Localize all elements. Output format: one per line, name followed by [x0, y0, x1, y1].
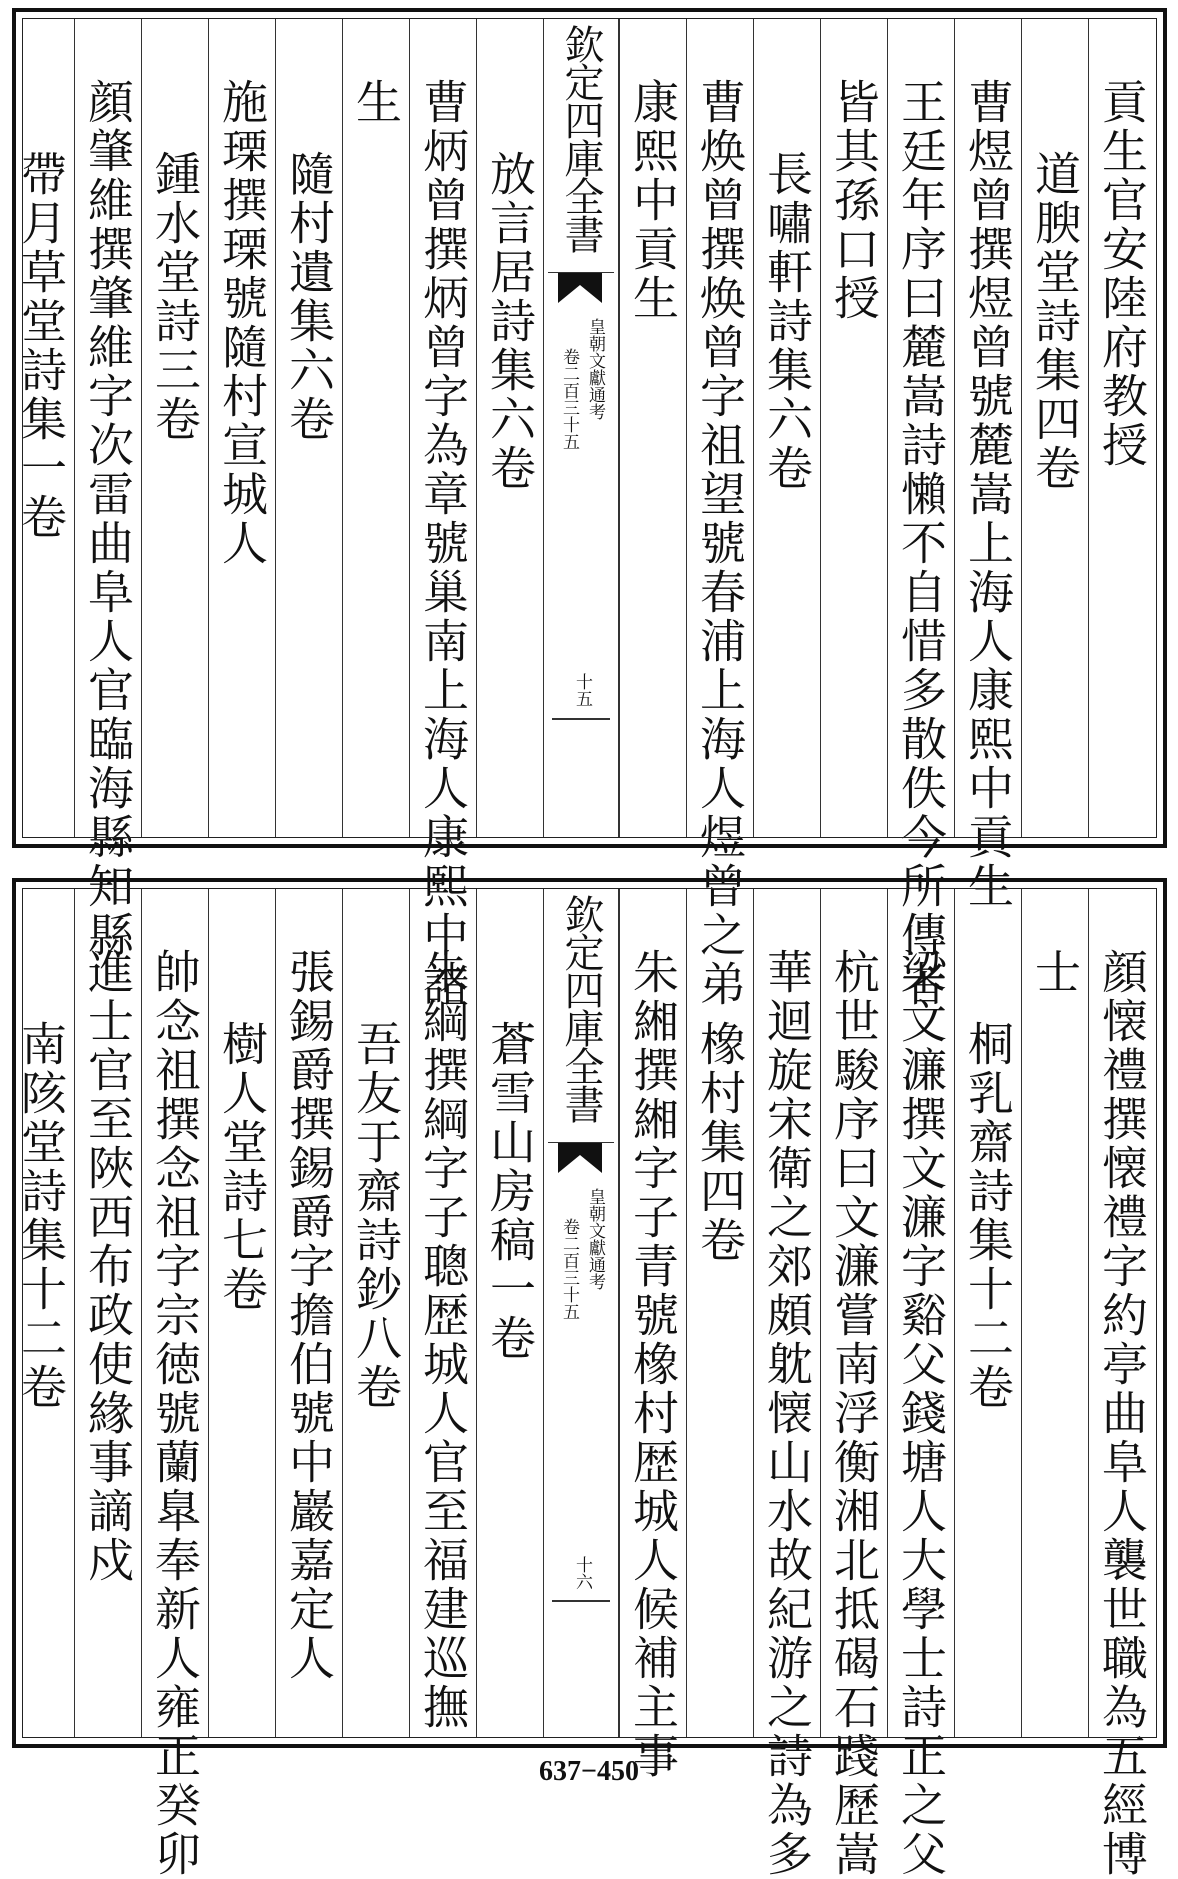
top-col-r3 — [954, 18, 1021, 911]
bot-col-l4 — [275, 888, 342, 1738]
fishtail-mark-icon — [558, 1143, 602, 1173]
top-col-l6 — [141, 18, 208, 838]
bot-col-l7 — [74, 888, 141, 1738]
top-page-frame — [12, 8, 1167, 1009]
volume-label: 卷二百三十五 — [559, 348, 579, 450]
top-col-r2 — [1021, 18, 1088, 838]
column-text: 生 — [349, 78, 403, 127]
column-text: 進士官至陜西布政使緣事謫戍 — [81, 948, 135, 1585]
top-col-l1 — [476, 18, 543, 838]
column-text: 帥念祖撰念祖字宗徳號蘭臯奉新人雍正癸卯 — [148, 948, 202, 1879]
column-text: 貢生官安陸府教授 — [1095, 78, 1149, 470]
bot-col-r7 — [686, 888, 753, 1738]
bot-col-l1 — [476, 888, 543, 1738]
page-number: 十六 — [572, 1556, 592, 1590]
book-title: 鍾水堂詩三卷 — [148, 150, 202, 444]
column-text: 施瑮撰瑮號隨村宣城人 — [215, 78, 269, 568]
column-text: 朱緗撰緗字子青號橡村歴城人候補主事 — [626, 948, 680, 1781]
bot-col-r8 — [619, 888, 686, 1781]
collection-title: 欽定四庫全書 — [558, 24, 604, 252]
column-text: 曹煜曾撰煜曾號麓嵩上海人康熙中貢生 — [961, 78, 1015, 911]
top-col-r7 — [686, 18, 753, 1009]
page-number-rule — [552, 1600, 610, 1602]
top-col-l3 — [342, 18, 409, 838]
column-text: 康熙中貢生 — [626, 78, 680, 323]
bottom-center-gutter — [543, 888, 619, 1738]
book-title: 帶月草堂詩集一卷 — [14, 150, 68, 542]
bot-col-r5 — [820, 888, 887, 1879]
source-title: 皇朝文獻通考 — [585, 318, 605, 420]
top-col-r4 — [887, 18, 954, 1009]
column-text: 曹炳曾撰炳曾字為章號巢南上海人康熙中諸 — [416, 78, 470, 1009]
fishtail-mark-icon — [558, 273, 602, 303]
top-col-r5 — [820, 18, 887, 838]
bot-col-l2 — [409, 888, 476, 1738]
source-title: 皇朝文獻通考 — [585, 1188, 605, 1290]
bot-col-l3 — [342, 888, 409, 1738]
column-text: 士 — [1028, 948, 1082, 997]
bot-col-l5 — [208, 888, 275, 1738]
book-title: 南陔堂詩集十二卷 — [14, 1020, 68, 1412]
top-col-l5 — [208, 18, 275, 838]
column-text: 朱綱撰綱字子聰歴城人官至福建巡撫 — [416, 948, 470, 1732]
top-center-gutter — [543, 18, 619, 838]
column-text: 張錫爵撰錫爵字擔伯號中巖嘉定人 — [282, 948, 336, 1683]
column-text: 王廷年序曰麓嵩詩懶不自惜多散佚今所傳者 — [894, 78, 948, 1009]
column-text: 顔懐禮撰懐禮字約亭曲阜人襲世職為五經博 — [1095, 948, 1149, 1879]
bot-col-l6 — [141, 888, 208, 1879]
top-col-l4 — [275, 18, 342, 838]
book-title: 蒼雪山房稿一卷 — [483, 1020, 537, 1363]
book-title: 樹人堂詩七卷 — [215, 1020, 269, 1314]
book-title: 隨村遺集六卷 — [282, 150, 336, 444]
top-col-r6 — [753, 18, 820, 838]
collection-title: 欽定四庫全書 — [558, 894, 604, 1122]
top-col-l2 — [409, 18, 476, 1009]
column-text: 梁文濂撰文濂字谿父錢塘人大學士詩正之父 — [894, 948, 948, 1879]
book-title: 放言居詩集六卷 — [483, 150, 537, 493]
page-number: 十五 — [572, 673, 592, 707]
book-title: 長嘯軒詩集六卷 — [760, 150, 814, 493]
bot-col-r2 — [1021, 888, 1088, 1738]
column-text: 杭世駿序曰文濂嘗南浮衡湘北抵碣石踐歷嵩 — [827, 948, 881, 1879]
top-col-r8 — [619, 18, 686, 838]
top-col-l8 — [7, 18, 74, 838]
page-id-footer: 637−450 — [539, 1756, 639, 1787]
column-text: 皆其孫口授 — [827, 78, 881, 323]
top-col-r1 — [1088, 18, 1155, 838]
bot-col-r4 — [887, 888, 954, 1879]
bot-col-r3 — [954, 888, 1021, 1738]
column-text: 顔肇維撰肇維字次雷曲阜人官臨海縣知縣 — [81, 78, 135, 960]
book-title: 道腴堂詩集四卷 — [1028, 150, 1082, 493]
top-col-l7 — [74, 18, 141, 960]
book-title: 吾友于齋詩鈔八卷 — [349, 1020, 403, 1412]
book-title: 橡村集四卷 — [693, 1020, 747, 1265]
column-text: 華迴旋宋衛之郊頗躭懐山水故紀游之詩為多 — [760, 948, 814, 1879]
volume-label: 卷二百三十五 — [559, 1218, 579, 1320]
bot-col-l8 — [7, 888, 74, 1738]
bot-col-r6 — [753, 888, 820, 1879]
bot-col-r1 — [1088, 888, 1155, 1879]
book-title: 桐乳齋詩集十二卷 — [961, 1020, 1015, 1412]
column-text: 曹焕曾撰焕曾字祖望號春浦上海人煜曾之弟 — [693, 78, 747, 1009]
page-number-rule — [552, 718, 610, 720]
